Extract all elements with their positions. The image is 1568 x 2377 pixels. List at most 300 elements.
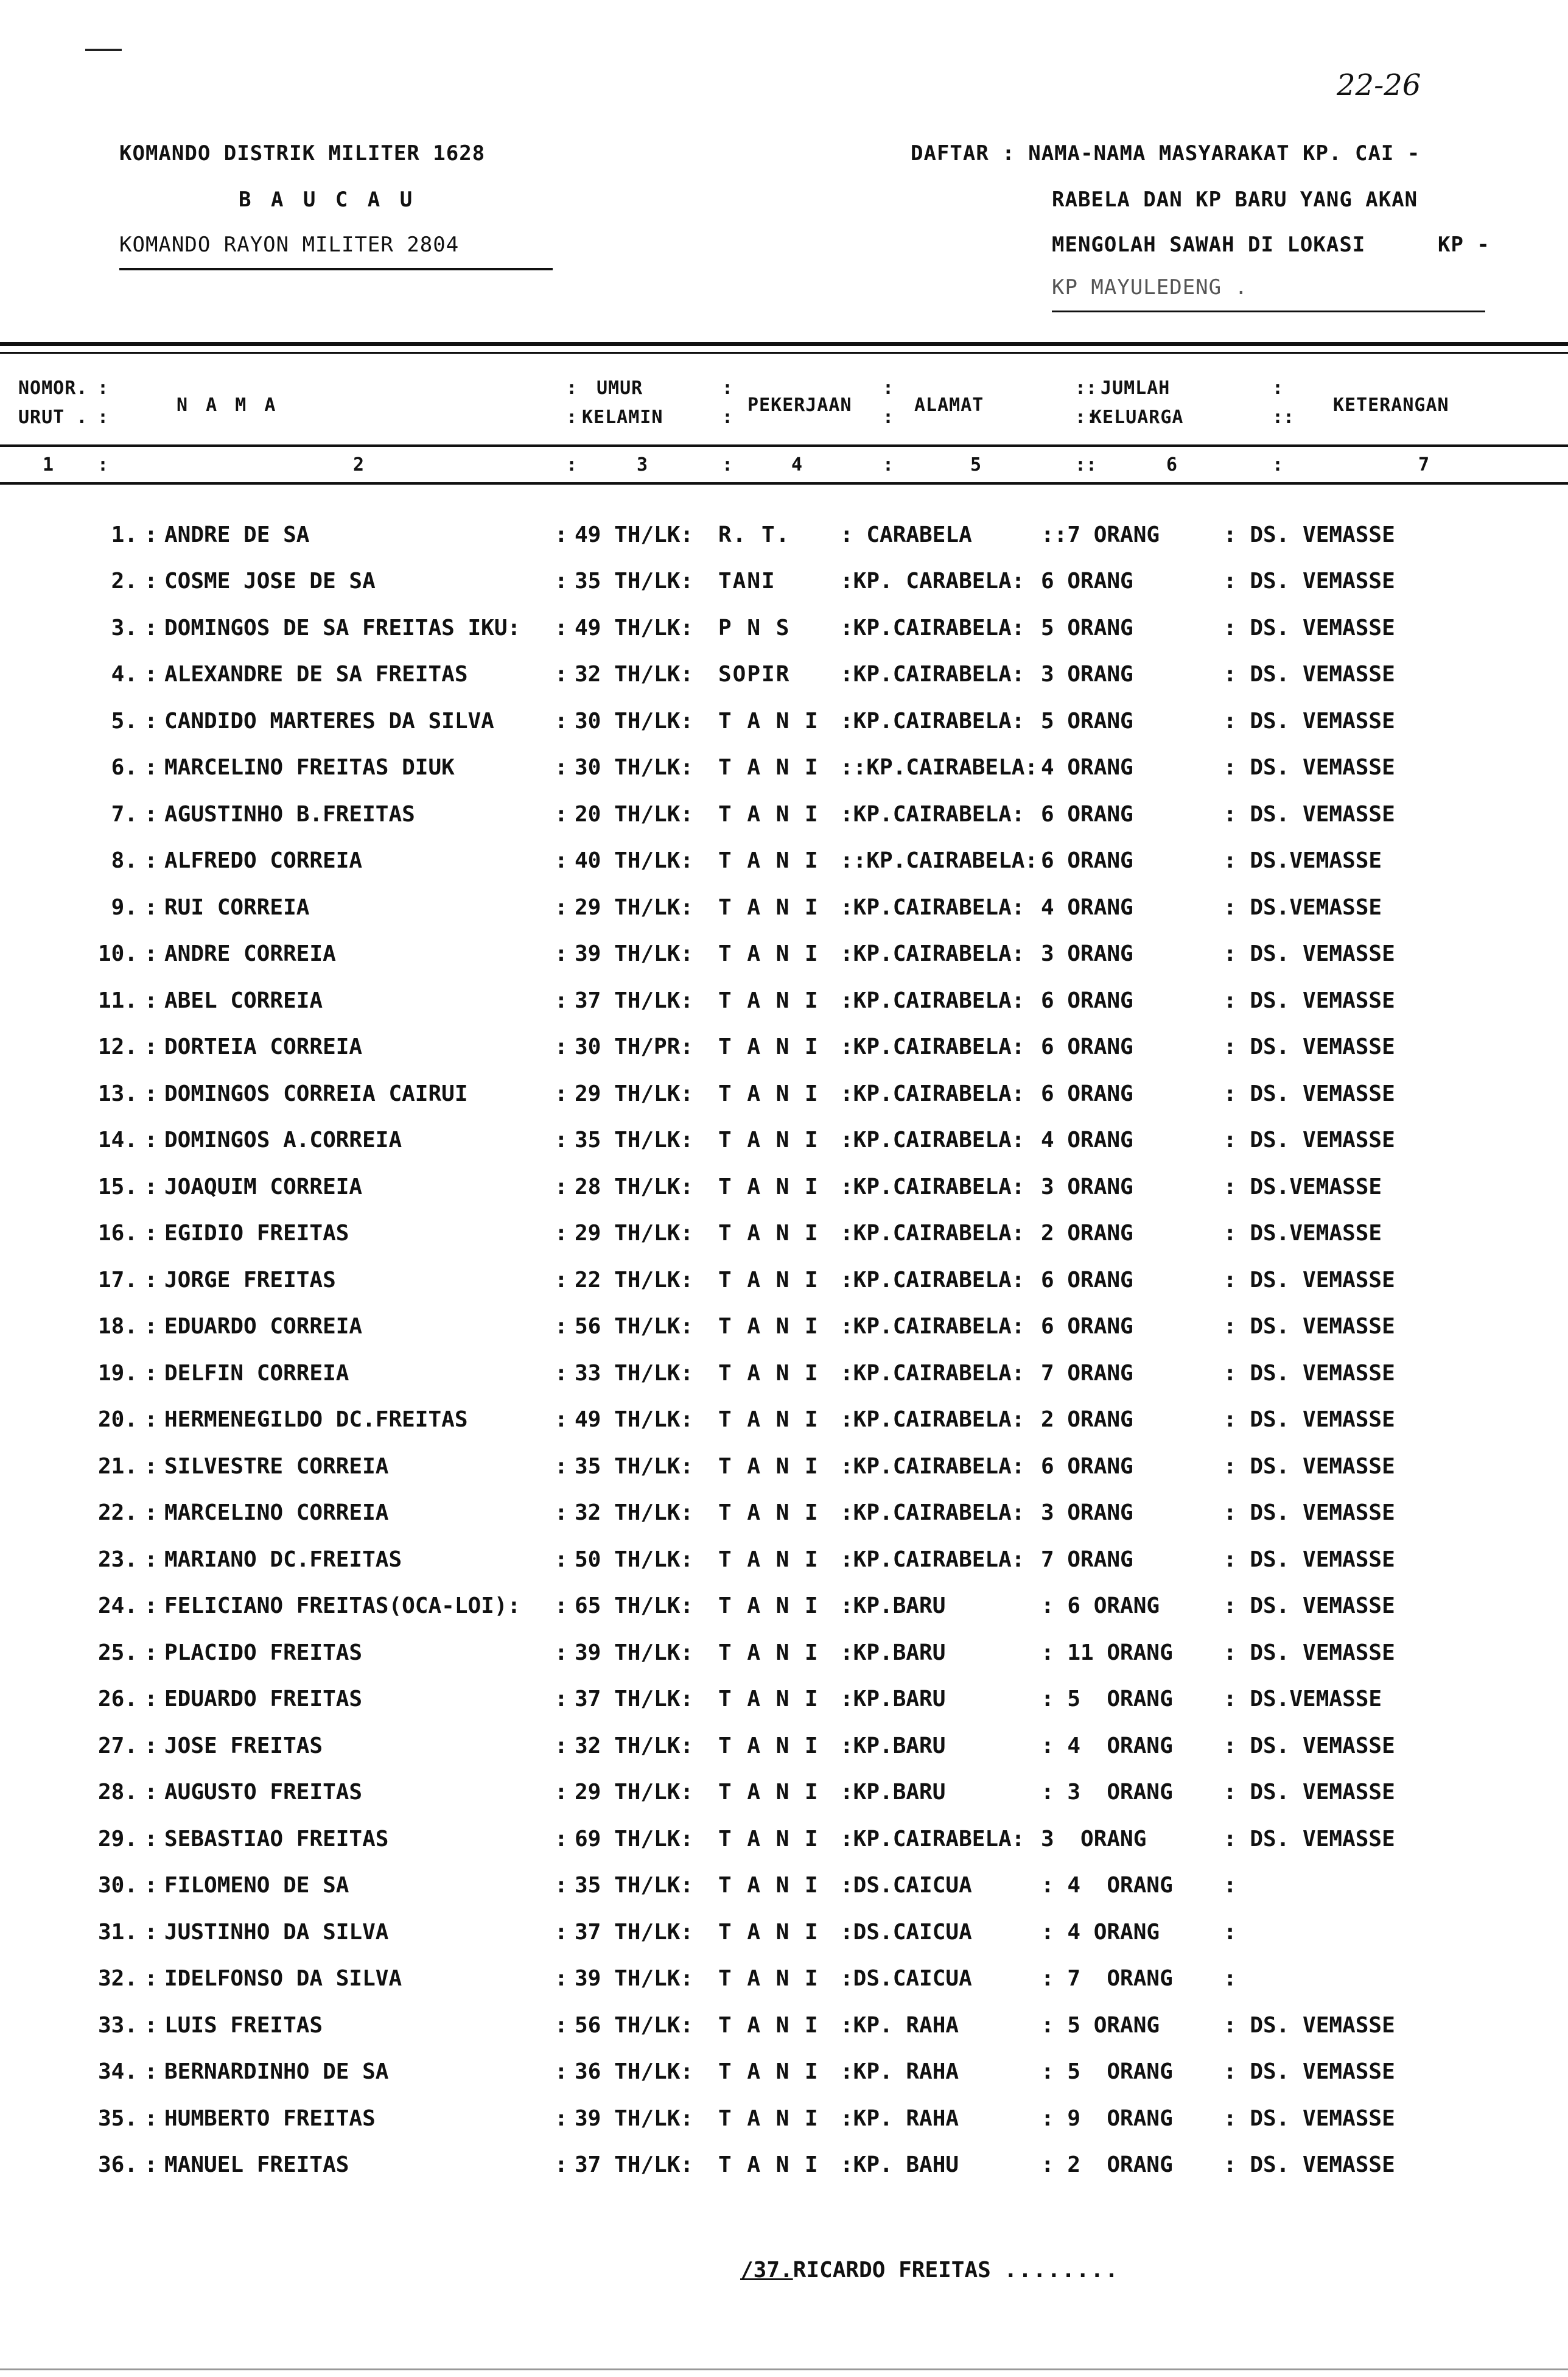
row-separator: :: [144, 1128, 158, 1153]
row-separator: :: [555, 894, 568, 920]
table-row: [79, 1350, 1443, 1397]
row-family-count: 3 ORANG: [1041, 1500, 1133, 1526]
row-separator: :: [144, 662, 158, 687]
row-age-sex: 35 TH/LK:: [575, 1873, 694, 1898]
row-age-sex: 29 TH/LK:: [575, 894, 694, 920]
row-name: HUMBERTO FREITAS: [164, 2105, 376, 2131]
row-age-sex: 36 TH/LK:: [575, 2059, 694, 2085]
footer-dots: ........: [1004, 2258, 1119, 2283]
row-family-count: : 4 ORANG: [1041, 1919, 1160, 1945]
table-row: [79, 1397, 1443, 1444]
row-family-count: 6 ORANG: [1041, 569, 1133, 594]
row-family-count: 6 ORANG: [1041, 848, 1133, 874]
header-right-line1: DAFTAR : NAMA-NAMA MASYARAKAT KP. CAI -: [911, 141, 1421, 166]
row-remarks: : DS.VEMASSE: [1223, 894, 1382, 920]
row-name: BERNARDINHO DE SA: [164, 2059, 389, 2085]
col-number-1: 1: [43, 454, 54, 476]
table-row: [79, 1816, 1443, 1863]
row-separator: :: [144, 2012, 158, 2038]
row-address: : CARABELA: [840, 522, 972, 547]
row-address: :KP.CAIRABELA:: [840, 1128, 1025, 1153]
row-separator: :: [555, 1640, 568, 1665]
row-number: 32.: [97, 1966, 138, 1992]
row-family-count: 3 ORANG: [1041, 1826, 1147, 1852]
row-number: 13.: [97, 1081, 138, 1106]
row-age-sex: 37 TH/LK:: [575, 2152, 694, 2178]
row-occupation: T A N I: [718, 1267, 819, 1293]
row-separator: :: [144, 1034, 158, 1060]
row-name: JOSE FREITAS: [164, 1733, 323, 1758]
row-remarks: : DS. VEMASSE: [1223, 1593, 1395, 1619]
row-family-count: 3 ORANG: [1041, 662, 1133, 687]
header-right-line4: KP MAYULEDENG .: [1052, 275, 1248, 300]
row-family-count: 6 ORANG: [1041, 1267, 1133, 1293]
row-separator: :: [555, 1221, 568, 1246]
row-name: ALEXANDRE DE SA FREITAS: [164, 662, 468, 687]
row-age-sex: 69 TH/LK:: [575, 1826, 694, 1852]
col-header-jumlah-2: KELUARGA: [1091, 407, 1184, 428]
row-remarks: : DS. VEMASSE: [1223, 1314, 1395, 1339]
row-occupation: T A N I: [718, 941, 819, 967]
row-age-sex: 35 TH/LK:: [575, 569, 694, 594]
row-remarks: :: [1223, 1966, 1237, 1992]
row-address: :KP.BARU: [840, 1780, 946, 1805]
row-family-count: : 7 ORANG: [1041, 1966, 1173, 1992]
row-number: 12.: [97, 1034, 138, 1060]
row-age-sex: 65 TH/LK:: [575, 1593, 694, 1619]
row-separator: :: [144, 1593, 158, 1619]
table-row: [79, 1210, 1443, 1257]
row-separator: :: [555, 941, 568, 967]
row-family-count: 7 ORANG: [1041, 1360, 1133, 1386]
col-header-umur-1: UMUR: [597, 377, 643, 399]
row-address: :KP.CAIRABELA:: [840, 1826, 1025, 1852]
row-number: 30.: [97, 1873, 138, 1898]
row-separator: :: [144, 2059, 158, 2085]
row-remarks: : DS. VEMASSE: [1223, 988, 1395, 1013]
row-separator: :: [144, 1780, 158, 1805]
table-row: [79, 1117, 1443, 1164]
row-address: :KP.BARU: [840, 1640, 946, 1665]
row-separator: :: [555, 2152, 568, 2178]
row-name: EDUARDO FREITAS: [164, 1687, 363, 1712]
row-separator: :: [144, 1687, 158, 1712]
row-age-sex: 40 TH/LK:: [575, 848, 694, 874]
row-name: DOMINGOS A.CORREIA: [164, 1128, 402, 1153]
col-number-5: 5: [970, 454, 982, 476]
footer-entry: [740, 2258, 1119, 2283]
row-address: :KP.CAIRABELA:: [840, 1174, 1025, 1199]
row-address: :KP.CAIRABELA:: [840, 894, 1025, 920]
row-family-count: 5 ORANG: [1041, 615, 1133, 641]
row-number: 28.: [97, 1780, 138, 1805]
table-row: [79, 1443, 1443, 1490]
row-separator: :: [555, 1453, 568, 1479]
row-separator: :: [555, 1500, 568, 1526]
row-family-count: : 6 ORANG: [1041, 1593, 1160, 1619]
col-sep: :: [1272, 377, 1284, 399]
row-age-sex: 49 TH/LK:: [575, 1407, 694, 1433]
row-remarks: : DS. VEMASSE: [1223, 2012, 1395, 2038]
row-remarks: : DS. VEMASSE: [1223, 1780, 1395, 1805]
row-separator: :: [144, 755, 158, 781]
row-address: :KP. CARABELA:: [840, 569, 1025, 594]
row-age-sex: 39 TH/LK:: [575, 2105, 694, 2131]
table-row: [79, 605, 1443, 651]
row-age-sex: 30 TH/LK:: [575, 708, 694, 734]
row-separator: :: [555, 1873, 568, 1898]
row-number: 6.: [111, 755, 138, 781]
table-row: [79, 1722, 1443, 1769]
table-row: [79, 745, 1443, 792]
row-name: FILOMENO DE SA: [164, 1873, 349, 1898]
row-remarks: : DS. VEMASSE: [1223, 2105, 1395, 2131]
table-row: [79, 1583, 1443, 1630]
row-name: IDELFONSO DA SILVA: [164, 1966, 402, 1992]
row-age-sex: 39 TH/LK:: [575, 941, 694, 967]
row-remarks: : DS.VEMASSE: [1223, 1221, 1382, 1246]
header-left-underline: [119, 268, 553, 270]
col-sep: :: [883, 377, 894, 399]
row-occupation: T A N I: [718, 755, 819, 781]
row-occupation: T A N I: [718, 1034, 819, 1060]
row-age-sex: 29 TH/LK:: [575, 1081, 694, 1106]
row-address: :KP. RAHA: [840, 2012, 959, 2038]
row-name: EDUARDO CORREIA: [164, 1314, 363, 1339]
row-occupation: T A N I: [718, 2012, 819, 2038]
row-separator: :: [555, 2105, 568, 2131]
row-separator: :: [144, 1640, 158, 1665]
row-separator: :: [555, 1314, 568, 1339]
row-separator: :: [144, 1314, 158, 1339]
table-row: [79, 884, 1443, 931]
row-separator: :: [144, 941, 158, 967]
row-address: :KP.CAIRABELA:: [840, 1360, 1025, 1386]
col-sep: :: [566, 454, 578, 476]
row-name: DORTEIA CORREIA: [164, 1034, 363, 1060]
row-number: 10.: [97, 941, 138, 967]
row-number: 24.: [97, 1593, 138, 1619]
row-separator: :: [555, 522, 568, 547]
row-occupation: T A N I: [718, 1128, 819, 1153]
row-family-count: 6 ORANG: [1041, 1081, 1133, 1106]
row-name: SILVESTRE CORREIA: [164, 1453, 389, 1479]
row-number: 11.: [97, 988, 138, 1013]
row-occupation: T A N I: [718, 1593, 819, 1619]
row-address: :KP.CAIRABELA:: [840, 1221, 1025, 1246]
row-remarks: : DS. VEMASSE: [1223, 1547, 1395, 1572]
row-family-count: 5 ORANG: [1041, 708, 1133, 734]
table-row: [79, 1024, 1443, 1071]
row-family-count: : 2 ORANG: [1041, 2152, 1173, 2178]
col-sep: :: [883, 454, 894, 476]
col-sep: ::: [1075, 454, 1097, 476]
row-family-count: 6 ORANG: [1041, 1314, 1133, 1339]
row-number: 21.: [97, 1453, 138, 1479]
row-remarks: : DS.VEMASSE: [1223, 1174, 1382, 1199]
col-header-umur-2: KELAMIN: [582, 407, 663, 428]
row-name: DELFIN CORREIA: [164, 1360, 349, 1386]
row-address: :KP.CAIRABELA:: [840, 1267, 1025, 1293]
row-occupation: T A N I: [718, 1500, 819, 1526]
row-family-count: : 4 ORANG: [1041, 1733, 1173, 1758]
row-separator: :: [144, 1826, 158, 1852]
row-separator: :: [144, 1547, 158, 1572]
row-age-sex: 32 TH/LK:: [575, 662, 694, 687]
row-separator: :: [144, 2105, 158, 2131]
row-remarks: : DS. VEMASSE: [1223, 615, 1395, 641]
row-separator: :: [144, 615, 158, 641]
col-header-pekerjaan: PEKERJAAN: [747, 395, 852, 416]
row-occupation: T A N I: [718, 1547, 819, 1572]
row-occupation: T A N I: [718, 1453, 819, 1479]
col-sep: :: [97, 377, 109, 399]
row-remarks: :: [1223, 1873, 1237, 1898]
row-address: :KP. BAHU: [840, 2152, 959, 2178]
row-occupation: T A N I: [718, 2152, 819, 2178]
row-number: 23.: [97, 1547, 138, 1572]
row-separator: :: [144, 2152, 158, 2178]
row-number: 29.: [97, 1826, 138, 1852]
row-occupation: T A N I: [718, 1360, 819, 1386]
col-sep: :: [566, 407, 578, 428]
row-family-count: : 4 ORANG: [1041, 1873, 1173, 1898]
row-separator: :: [555, 1360, 568, 1386]
row-age-sex: 37 TH/LK:: [575, 1919, 694, 1945]
table-row: [79, 977, 1443, 1024]
table-row: [79, 1909, 1443, 1956]
row-separator: :: [144, 1733, 158, 1758]
row-occupation: T A N I: [718, 1733, 819, 1758]
row-number: 19.: [97, 1360, 138, 1386]
row-separator: :: [144, 988, 158, 1013]
col-header-alamat: ALAMAT: [914, 395, 984, 416]
row-age-sex: 22 TH/LK:: [575, 1267, 694, 1293]
header-right-line2: RABELA DAN KP BARU YANG AKAN: [1052, 188, 1418, 212]
row-occupation: T A N I: [718, 1873, 819, 1898]
col-sep: :: [722, 407, 733, 428]
row-number: 1.: [111, 522, 138, 547]
row-address: ::KP.CAIRABELA:: [840, 848, 1038, 874]
row-address: :KP.BARU: [840, 1593, 946, 1619]
table-row: [79, 1164, 1443, 1210]
row-address: :KP.CAIRABELA:: [840, 615, 1025, 641]
table-row: [79, 1304, 1443, 1350]
scan-smudge: [85, 49, 122, 51]
row-age-sex: 20 TH/LK:: [575, 801, 694, 827]
col-sep: :: [97, 454, 109, 476]
row-name: ALFREDO CORREIA: [164, 848, 363, 874]
row-number: 27.: [97, 1733, 138, 1758]
row-address: :KP.CAIRABELA:: [840, 1081, 1025, 1106]
row-remarks: : DS. VEMASSE: [1223, 1500, 1395, 1526]
row-address: :KP.CAIRABELA:: [840, 662, 1025, 687]
row-remarks: : DS. VEMASSE: [1223, 941, 1395, 967]
table-row: [79, 1769, 1443, 1816]
row-family-count: 3 ORANG: [1041, 941, 1133, 967]
row-occupation: T A N I: [718, 1174, 819, 1199]
row-family-count: : 5 ORANG: [1041, 2059, 1173, 2085]
row-family-count: 6 ORANG: [1041, 801, 1133, 827]
row-age-sex: 32 TH/LK:: [575, 1733, 694, 1758]
table-top-rule-2: [0, 352, 1568, 354]
row-number: 18.: [97, 1314, 138, 1339]
row-name: JORGE FREITAS: [164, 1267, 336, 1293]
row-separator: :: [555, 1780, 568, 1805]
row-family-count: 2 ORANG: [1041, 1407, 1133, 1433]
page-number: 22-26: [1337, 68, 1421, 102]
row-address: :KP.CAIRABELA:: [840, 1547, 1025, 1572]
row-address: :KP.CAIRABELA:: [840, 1453, 1025, 1479]
row-name: MARCELINO FREITAS DIUK: [164, 755, 455, 781]
row-occupation: T A N I: [718, 1640, 819, 1665]
row-address: :DS.CAICUA: [840, 1966, 972, 1992]
col-sep: :: [883, 407, 894, 428]
row-number: 15.: [97, 1174, 138, 1199]
row-number: 36.: [97, 2152, 138, 2178]
row-age-sex: 35 TH/LK:: [575, 1453, 694, 1479]
row-age-sex: 56 TH/LK:: [575, 1314, 694, 1339]
row-remarks: : DS. VEMASSE: [1223, 755, 1395, 781]
col-number-2: 2: [353, 454, 365, 476]
row-remarks: : DS. VEMASSE: [1223, 2059, 1395, 2085]
row-number: 5.: [111, 708, 138, 734]
row-address: :KP.CAIRABELA:: [840, 801, 1025, 827]
row-separator: :: [555, 1034, 568, 1060]
row-occupation: T A N I: [718, 708, 819, 734]
row-remarks: : DS. VEMASSE: [1223, 1733, 1395, 1758]
row-age-sex: 32 TH/LK:: [575, 1500, 694, 1526]
row-family-count: : 5 ORANG: [1041, 1687, 1173, 1712]
table-row: [79, 2095, 1443, 2142]
row-remarks: : DS. VEMASSE: [1223, 1826, 1395, 1852]
row-number: 14.: [97, 1128, 138, 1153]
row-family-count: 4 ORANG: [1041, 755, 1133, 781]
row-occupation: TANI: [718, 569, 776, 594]
row-separator: :: [555, 1081, 568, 1106]
col-sep: ::: [1075, 377, 1097, 399]
row-age-sex: 56 TH/LK:: [575, 2012, 694, 2038]
row-family-count: : 9 ORANG: [1041, 2105, 1173, 2131]
row-remarks: : DS. VEMASSE: [1223, 1640, 1395, 1665]
row-separator: :: [555, 1593, 568, 1619]
row-number: 31.: [97, 1919, 138, 1945]
row-name: RUI CORREIA: [164, 894, 310, 920]
row-age-sex: 37 TH/LK:: [575, 1687, 694, 1712]
col-header-keterangan: KETERANGAN: [1333, 395, 1449, 416]
row-name: AGUSTINHO B.FREITAS: [164, 801, 415, 827]
row-remarks: : DS. VEMASSE: [1223, 569, 1395, 594]
row-separator: :: [555, 615, 568, 641]
row-remarks: : DS. VEMASSE: [1223, 1360, 1395, 1386]
table-row: [79, 511, 1443, 558]
row-age-sex: 28 TH/LK:: [575, 1174, 694, 1199]
row-remarks: : DS.VEMASSE: [1223, 1687, 1382, 1712]
row-number: 25.: [97, 1640, 138, 1665]
row-remarks: : DS. VEMASSE: [1223, 1034, 1395, 1060]
scan-edge: [0, 2368, 1568, 2370]
row-occupation: T A N I: [718, 1081, 819, 1106]
row-separator: :: [144, 801, 158, 827]
row-age-sex: 50 TH/LK:: [575, 1547, 694, 1572]
row-remarks: : DS. VEMASSE: [1223, 662, 1395, 687]
row-occupation: R. T.: [718, 522, 791, 547]
footer-name: RICARDO FREITAS: [793, 2258, 991, 2283]
row-name: JOAQUIM CORREIA: [164, 1174, 363, 1199]
row-remarks: : DS. VEMASSE: [1223, 2152, 1395, 2178]
row-separator: :: [555, 848, 568, 874]
row-name: ANDRE DE SA: [164, 522, 310, 547]
col-number-3: 3: [637, 454, 648, 476]
row-remarks: : DS. VEMASSE: [1223, 1128, 1395, 1153]
row-name: ANDRE CORREIA: [164, 941, 336, 967]
row-age-sex: 39 TH/LK:: [575, 1966, 694, 1992]
header-left-line3: KOMANDO RAYON MILITER 2804: [119, 233, 460, 257]
row-number: 4.: [111, 662, 138, 687]
table-row: [79, 838, 1443, 885]
row-name: MARCELINO CORREIA: [164, 1500, 389, 1526]
row-age-sex: 49 TH/LK:: [575, 522, 694, 547]
table-row: [79, 1676, 1443, 1723]
row-address: :KP. RAHA: [840, 2059, 959, 2085]
row-address: :KP.CAIRABELA:: [840, 1500, 1025, 1526]
row-family-count: 6 ORANG: [1041, 1453, 1133, 1479]
row-number: 17.: [97, 1267, 138, 1293]
row-separator: :: [555, 755, 568, 781]
row-separator: :: [144, 1873, 158, 1898]
row-separator: :: [555, 1174, 568, 1199]
row-name: LUIS FREITAS: [164, 2012, 323, 2038]
name-list-body: [79, 511, 1443, 2188]
row-address: :DS.CAICUA: [840, 1873, 972, 1898]
row-remarks: : DS.VEMASSE: [1223, 848, 1382, 874]
col-sep: ::: [1075, 407, 1097, 428]
col-sep: :: [1272, 454, 1284, 476]
row-name: JUSTINHO DA SILVA: [164, 1919, 389, 1945]
row-separator: :: [555, 1966, 568, 1992]
row-occupation: T A N I: [718, 1826, 819, 1852]
row-separator: :: [144, 1221, 158, 1246]
table-row: [79, 1490, 1443, 1537]
row-age-sex: 35 TH/LK:: [575, 1128, 694, 1153]
row-family-count: : 5 ORANG: [1041, 2012, 1160, 2038]
row-family-count: : 11 ORANG: [1041, 1640, 1173, 1665]
footer-prefix: /37.: [740, 2258, 793, 2283]
row-number: 16.: [97, 1221, 138, 1246]
row-remarks: : DS. VEMASSE: [1223, 801, 1395, 827]
row-address: :KP.CAIRABELA:: [840, 1314, 1025, 1339]
header-right-underline: [1052, 311, 1485, 312]
table-row: [79, 1536, 1443, 1583]
row-occupation: P N S: [718, 615, 791, 641]
row-age-sex: 30 TH/PR:: [575, 1034, 694, 1060]
row-number: 8.: [111, 848, 138, 874]
row-family-count: 4 ORANG: [1041, 894, 1133, 920]
col-number-4: 4: [791, 454, 803, 476]
header-right-line3: MENGOLAH SAWAH DI LOKASI: [1052, 233, 1366, 257]
row-address: :KP.CAIRABELA:: [840, 988, 1025, 1013]
row-separator: :: [555, 988, 568, 1013]
row-separator: :: [144, 1267, 158, 1293]
row-family-count: 3 ORANG: [1041, 1174, 1133, 1199]
row-age-sex: 49 TH/LK:: [575, 615, 694, 641]
row-name: MARIANO DC.FREITAS: [164, 1547, 402, 1572]
row-occupation: SOPIR: [718, 662, 791, 687]
row-number: 3.: [111, 615, 138, 641]
row-separator: :: [555, 1128, 568, 1153]
row-age-sex: 29 TH/LK:: [575, 1221, 694, 1246]
row-family-count: 2 ORANG: [1041, 1221, 1133, 1246]
